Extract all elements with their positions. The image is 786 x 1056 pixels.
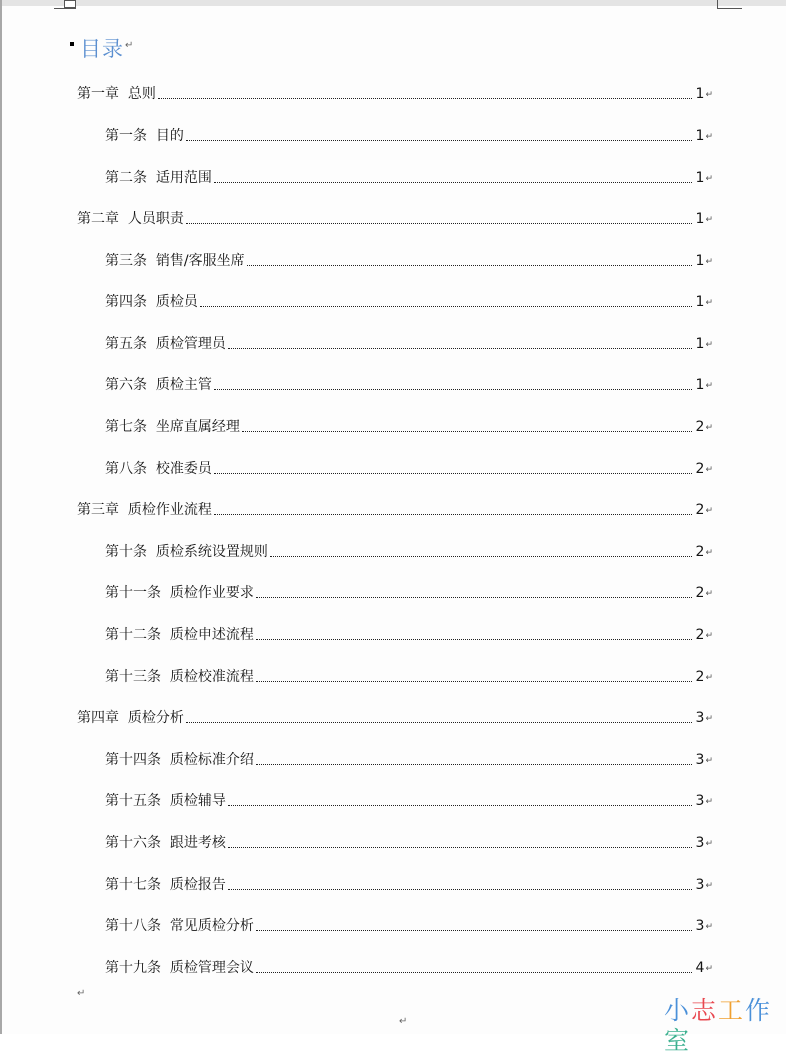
paragraph-mark-icon: ↵ — [399, 1016, 408, 1027]
paragraph-mark-icon: ↵ — [705, 174, 713, 184]
toc-article-entry[interactable] — [105, 957, 713, 977]
toc-entry-label: 第四条 质检员 — [105, 294, 198, 310]
paragraph-mark-icon: ↵ — [705, 132, 713, 142]
toc-article-entry[interactable] — [105, 250, 713, 270]
dot-leader — [186, 139, 693, 141]
toc-chapter-entry[interactable] — [77, 707, 713, 727]
toc-heading-text: 目录 — [80, 37, 124, 61]
toc-page-number: 1 — [695, 86, 705, 102]
paragraph-mark-icon: ↵ — [77, 988, 86, 999]
paragraph-mark-icon: ↵ — [705, 298, 713, 308]
paragraph-mark-icon: ↵ — [705, 548, 713, 558]
toc-article-entry[interactable] — [105, 666, 713, 686]
toc-entry-label: 第三条 销售/客服坐席 — [105, 253, 245, 269]
dot-leader — [256, 596, 693, 598]
toc-page-number: 2 — [695, 585, 705, 601]
paragraph-mark-icon: ↵ — [705, 881, 713, 891]
paragraph-mark-icon: ↵ — [705, 506, 713, 516]
toc-page-number: 3 — [695, 710, 705, 726]
toc-article-entry[interactable] — [105, 458, 713, 478]
watermark-char: 工 — [718, 996, 746, 1025]
paragraph-mark-icon: ↵ — [705, 423, 713, 433]
toc-article-entry[interactable] — [105, 125, 713, 145]
toc-page-number: 3 — [695, 877, 705, 893]
paragraph-mark-icon: ↵ — [705, 90, 713, 100]
paragraph-mark-icon: ↵ — [705, 964, 713, 974]
toc-entry-label: 第六条 质检主管 — [105, 377, 212, 393]
toc-page-number: 2 — [695, 502, 705, 518]
toc-entry-label: 第三章 质检作业流程 — [77, 502, 212, 518]
dot-leader — [256, 638, 693, 640]
toc-article-entry[interactable] — [105, 915, 713, 935]
watermark-char: 志 — [691, 996, 719, 1025]
toc-entry-label: 第十四条 质检标准介绍 — [105, 752, 254, 768]
toc-entry-label: 第十五条 质检辅导 — [105, 793, 226, 809]
dot-leader — [200, 305, 693, 307]
dot-leader — [228, 846, 693, 848]
toc-page-number: 1 — [695, 377, 705, 393]
toc-heading[interactable] — [70, 36, 133, 62]
dot-leader — [256, 971, 693, 973]
dot-leader — [214, 181, 693, 183]
dot-leader — [256, 929, 693, 931]
toc-entry-label: 第十九条 质检管理会议 — [105, 960, 254, 976]
toc-page-number: 1 — [695, 253, 705, 269]
toc-chapter-entry[interactable] — [77, 499, 713, 519]
toc-entry-label: 第十一条 质检作业要求 — [105, 585, 254, 601]
toc-entry-label: 第十七条 质检报告 — [105, 877, 226, 893]
toc-article-entry[interactable] — [105, 167, 713, 187]
dot-leader — [256, 763, 693, 765]
toc-entry-label: 第八条 校准委员 — [105, 461, 212, 477]
dot-leader — [270, 555, 693, 557]
toc-article-entry[interactable] — [105, 541, 713, 561]
margin-corner-mark-top-right — [717, 0, 742, 9]
toc-article-entry[interactable] — [105, 416, 713, 436]
toc-page-number: 2 — [695, 669, 705, 685]
paragraph-mark-icon: ↵ — [705, 257, 713, 267]
paragraph-mark-icon: ↵ — [705, 797, 713, 807]
paragraph-mark-icon: ↵ — [705, 714, 713, 724]
paragraph-mark-icon: ↵ — [705, 340, 713, 350]
toc-page-number: 1 — [695, 336, 705, 352]
toc-chapter-entry[interactable] — [77, 83, 713, 103]
header-box-mark — [64, 0, 76, 8]
dot-leader — [214, 388, 693, 390]
paragraph-mark-icon: ↵ — [705, 839, 713, 849]
dot-leader — [186, 222, 693, 224]
toc-entry-label: 第七条 坐席直属经理 — [105, 419, 240, 435]
toc-entry-label: 第十三条 质检校准流程 — [105, 669, 254, 685]
toc-article-entry[interactable] — [105, 790, 713, 810]
toc-page-number: 2 — [695, 544, 705, 560]
paragraph-mark-icon: ↵ — [705, 381, 713, 391]
toc-page-number: 3 — [695, 835, 705, 851]
paragraph-mark-icon: ↵ — [125, 40, 134, 51]
toc-entry-label: 第十条 质检系统设置规则 — [105, 544, 268, 560]
dot-leader — [228, 804, 693, 806]
dot-leader — [214, 472, 693, 474]
paragraph-mark-icon: ↵ — [705, 631, 713, 641]
toc-entry-label: 第四章 质检分析 — [77, 710, 184, 726]
toc-entry-label: 第一章 总则 — [77, 86, 156, 102]
toc-page-number: 1 — [695, 170, 705, 186]
watermark-char: 小 — [664, 996, 692, 1025]
watermark-logo — [664, 996, 786, 1056]
toc-article-entry[interactable] — [105, 832, 713, 852]
toc-page-number: 1 — [695, 294, 705, 310]
toc-entry-label: 第十八条 常见质检分析 — [105, 918, 254, 934]
toc-article-entry[interactable] — [105, 291, 713, 311]
dot-leader — [214, 513, 693, 515]
paragraph-mark-icon: ↵ — [705, 589, 713, 599]
toc-entry-label: 第十六条 跟进考核 — [105, 835, 226, 851]
toc-page-number: 3 — [695, 793, 705, 809]
paragraph-mark-icon: ↵ — [705, 756, 713, 766]
toc-page-number: 1 — [695, 128, 705, 144]
toc-entry-label: 第二条 适用范围 — [105, 170, 212, 186]
toc-page-number: 3 — [695, 918, 705, 934]
heading-format-marker-icon — [70, 42, 74, 46]
paragraph-mark-icon: ↵ — [705, 673, 713, 683]
watermark-char: 作 — [745, 996, 773, 1025]
toc-chapter-entry[interactable] — [77, 208, 713, 228]
dot-leader — [186, 721, 693, 723]
toc-page-number: 2 — [695, 627, 705, 643]
toc-entry-label: 第一条 目的 — [105, 128, 184, 144]
dot-leader — [256, 680, 693, 682]
toc-page-number: 2 — [695, 419, 705, 435]
dot-leader — [242, 430, 693, 432]
toc-page-number: 2 — [695, 461, 705, 477]
paragraph-mark-icon: ↵ — [705, 215, 713, 225]
toc-entry-label: 第十二条 质检申述流程 — [105, 627, 254, 643]
toc-article-entry[interactable] — [105, 874, 713, 894]
document-page[interactable] — [2, 6, 786, 1055]
watermark-char: 室 — [664, 1026, 692, 1055]
toc-article-entry[interactable] — [105, 624, 713, 644]
dot-leader — [228, 888, 693, 890]
dot-leader — [228, 347, 693, 349]
toc-page-number: 1 — [695, 211, 705, 227]
paragraph-mark-icon: ↵ — [705, 465, 713, 475]
toc-page-number: 4 — [695, 960, 705, 976]
toc-article-entry[interactable] — [105, 749, 713, 769]
paragraph-mark-icon: ↵ — [705, 922, 713, 932]
toc-page-number: 3 — [695, 752, 705, 768]
toc-entry-label: 第五条 质检管理员 — [105, 336, 226, 352]
dot-leader — [158, 97, 693, 99]
toc-article-entry[interactable] — [105, 582, 713, 602]
toc-article-entry[interactable] — [105, 374, 713, 394]
toc-article-entry[interactable] — [105, 333, 713, 353]
toc-entry-label: 第二章 人员职责 — [77, 211, 184, 227]
dot-leader — [247, 264, 693, 266]
